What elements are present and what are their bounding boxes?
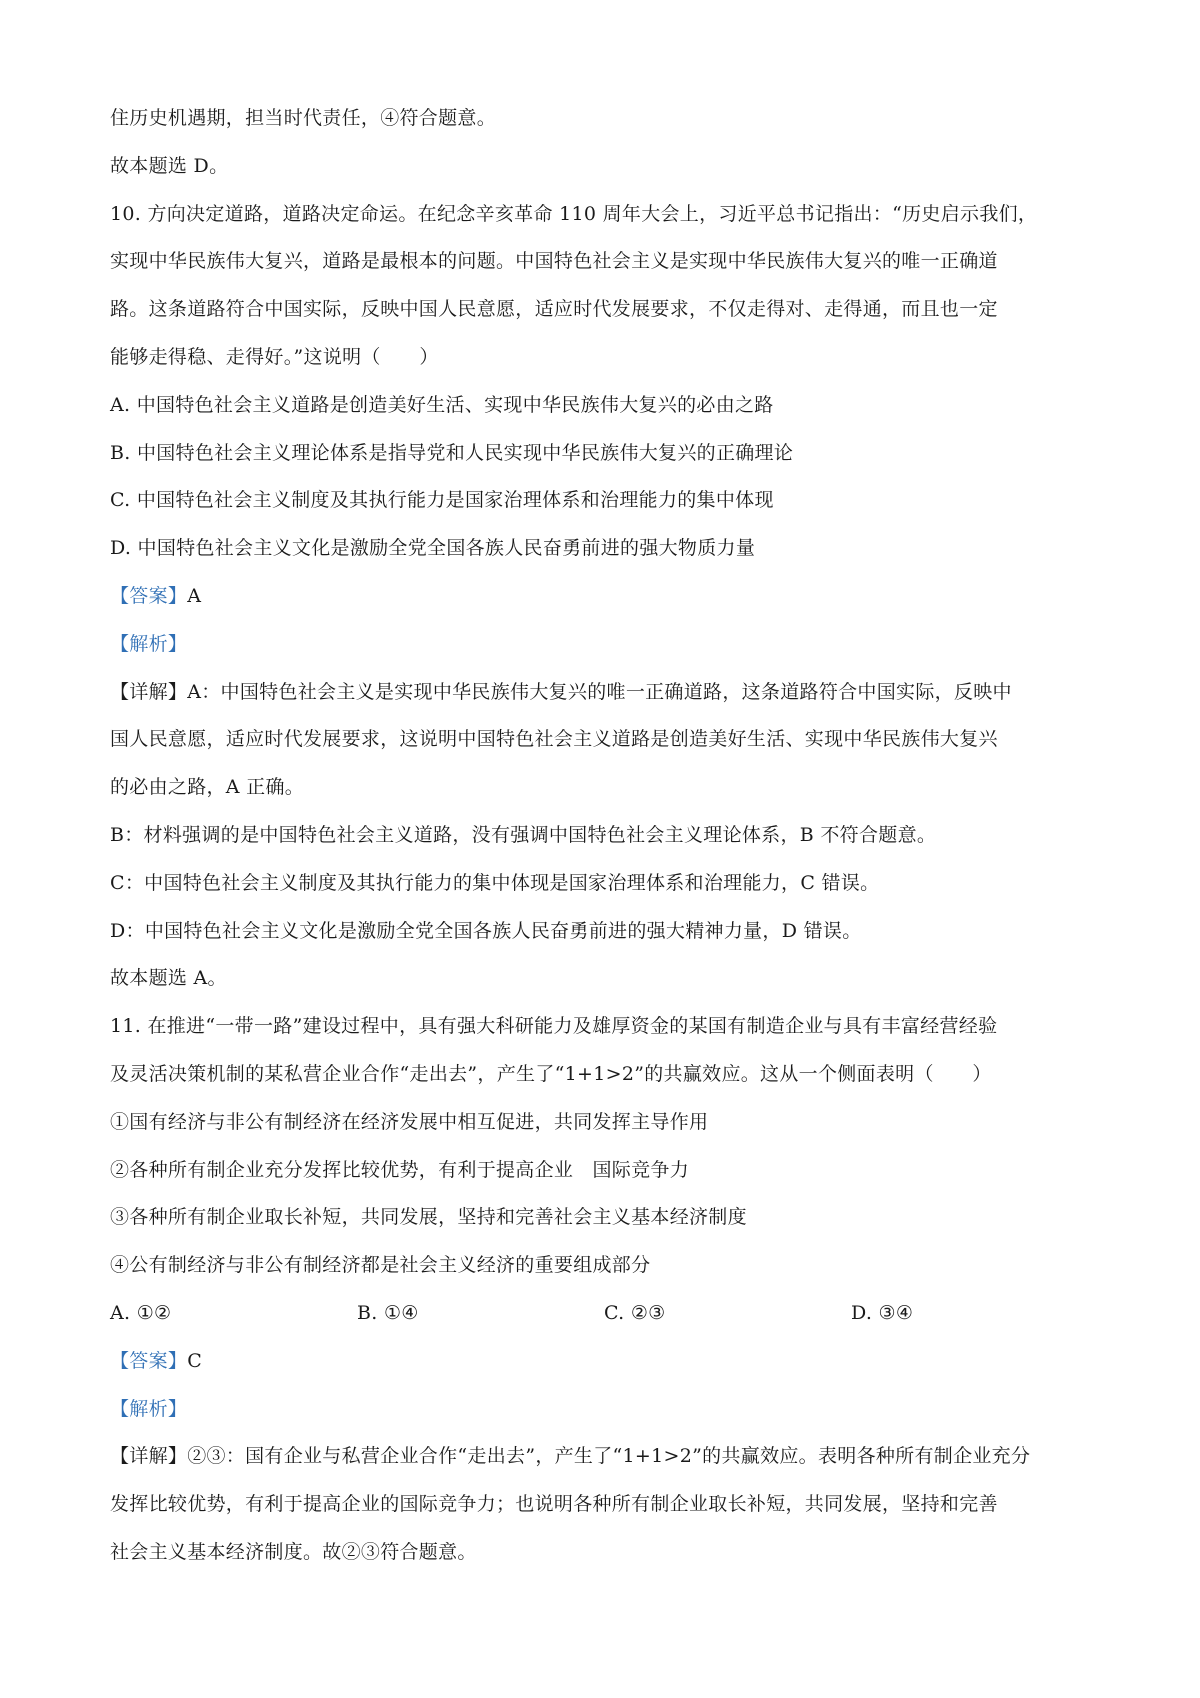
question-11-option-a: A. ①② (110, 1301, 172, 1324)
detail-line: B：材料强调的是中国特色社会主义道路，没有强调中国特色社会主义理论体系，B 不符合题意。 (110, 823, 937, 846)
detail-line: C：中国特色社会主义制度及其执行能力的集中体现是国家治理体系和治理能力，C 错误。 (110, 871, 880, 894)
question-11-option-d: D. ③④ (851, 1301, 914, 1324)
question-10-answer (110, 573, 1100, 621)
question-10-analysis (110, 621, 1100, 669)
question-10-stem: 路。这条道路符合中国实际，反映中国人民意愿，适应时代发展要求，不仅走得对、走得通，而且也一定 (110, 298, 998, 321)
detail-line: 的必由之路，A 正确。 (110, 776, 305, 799)
detail-text: A：中国特色社会主义是实现中华民族伟大复兴的唯一正确道路，这条道路符合中国实际，反映中 (187, 680, 1012, 703)
question-11-statement: ③各种所有制企业取长补短，共同发展，坚持和完善社会主义基本经济制度 (110, 1206, 747, 1229)
detail-label: 【详解】 (110, 680, 188, 703)
detail-label: 【详解】 (110, 1445, 188, 1468)
detail-line: 社会主义基本经济制度。故②③符合题意。 (110, 1540, 477, 1563)
text-line: 故本题选 D。 (110, 154, 229, 177)
question-11-statement: ②各种所有制企业充分发挥比较优势，有利于提高企业 国际竞争力 (110, 1158, 690, 1181)
detail-text: ②③：国有企业与私营企业合作“走出去”，产生了“1+1>2”的共赢效应。表明各种所有制企业充分 (187, 1445, 1031, 1468)
question-11-stem: 11. 在推进“一带一路”建设过程中，具有强大科研能力及雄厚资金的某国有制造企业与具有丰富经营经验 (110, 1015, 998, 1038)
detail-line: 国人民意愿，适应时代发展要求，这说明中国特色社会主义道路是创造美好生活、实现中华民族伟大复兴 (110, 728, 998, 751)
detail-line: D：中国特色社会主义文化是激励全党全国各族人民奋勇前进的强大精神力量，D 错误。 (110, 919, 862, 942)
answer-label: 【答案】 (110, 1349, 188, 1372)
analysis-label: 【解析】 (110, 1397, 188, 1420)
question-10-stem: 能够走得稳、走得好。”这说明（ ） (110, 345, 439, 368)
question-10-stem: 实现中华民族伟大复兴，道路是最根本的问题。中国特色社会主义是实现中华民族伟大复兴的唯一正确道 (110, 250, 998, 273)
question-10-detail (110, 669, 1100, 717)
question-10-option-d: D. 中国特色社会主义文化是激励全党全国各族人民奋勇前进的强大物质力量 (110, 537, 756, 560)
question-10-stem: 10. 方向决定道路，道路决定命运。在纪念辛亥革命 110 周年大会上，习近平总书记指出：“历史启示我们， (110, 202, 1038, 225)
question-11-statement: ④公有制经济与非公有制经济都是社会主义经济的重要组成部分 (110, 1254, 651, 1277)
question-11-answer (110, 1338, 1100, 1386)
question-11-detail (110, 1433, 1100, 1481)
question-11-statement: ①国有经济与非公有制经济在经济发展中相互促进，共同发挥主导作用 (110, 1110, 709, 1133)
answer-value: A (187, 584, 202, 607)
question-11-option-b: B. ①④ (357, 1301, 419, 1324)
answer-value: C (187, 1349, 203, 1372)
question-10-option-c: C. 中国特色社会主义制度及其执行能力是国家治理体系和治理能力的集中体现 (110, 489, 774, 512)
question-11-option-c: C. ②③ (604, 1301, 666, 1324)
question-10-option-a: A. 中国特色社会主义道路是创造美好生活、实现中华民族伟大复兴的必由之路 (110, 393, 774, 416)
analysis-label: 【解析】 (110, 632, 188, 655)
detail-line: 发挥比较优势，有利于提高企业的国际竞争力；也说明各种所有制企业取长补短，共同发展，坚持和完善 (110, 1493, 998, 1516)
detail-line: 故本题选 A。 (110, 967, 227, 990)
answer-label: 【答案】 (110, 584, 188, 607)
question-11-stem: 及灵活决策机制的某私营企业合作“走出去”，产生了“1+1>2”的共赢效应。这从一个侧面表明（ ） (110, 1062, 992, 1085)
question-11-options (110, 1290, 1100, 1338)
question-10-option-b: B. 中国特色社会主义理论体系是指导党和人民实现中华民族伟大复兴的正确理论 (110, 441, 794, 464)
text-line: 住历史机遇期，担当时代责任，④符合题意。 (110, 107, 497, 129)
document-page (110, 95, 1100, 1577)
question-11-analysis (110, 1386, 1100, 1434)
